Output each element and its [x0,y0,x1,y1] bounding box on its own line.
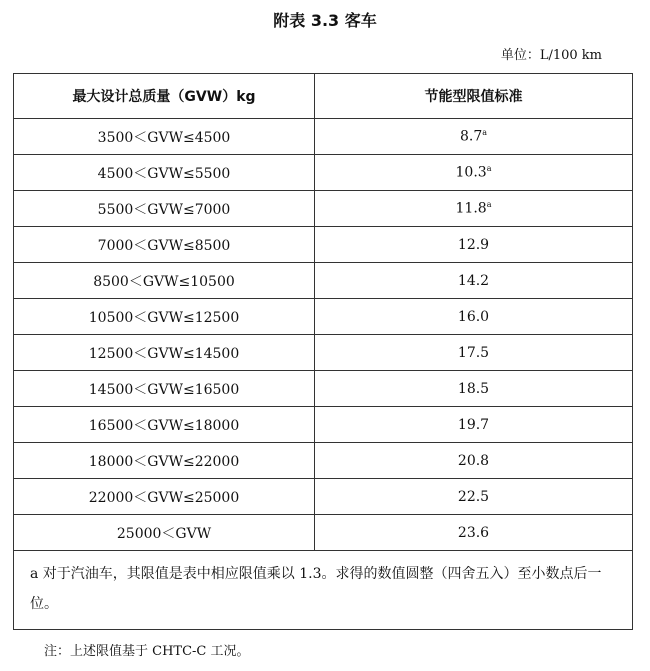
limit-value: 22.5 [457,488,490,505]
table-row [14,479,633,515]
unit-label: 单位：L/100 km [500,48,602,63]
limit-value: 16.0 [457,308,490,325]
gvw-range-cell: 10500＜GVW≤12500 [14,299,315,335]
footnote-marker: a [482,128,488,138]
limit-value: 17.5 [457,344,490,361]
gvw-range-cell: 7000＜GVW≤8500 [14,227,315,263]
limit-value: 10.3 [455,164,487,181]
limit-value-cell [315,335,633,371]
gvw-range-cell: 25000＜GVW [14,515,315,551]
limit-value-cell [315,191,633,227]
table-row [14,191,633,227]
table-row [14,263,633,299]
limit-value-cell [315,479,633,515]
header-limit: 节能型限值标准 [315,74,633,119]
limit-value: 8.7 [459,128,483,145]
table-row [14,155,633,191]
table-header-row [14,74,633,119]
limit-value-cell [315,299,633,335]
gvw-range-cell: 22000＜GVW≤25000 [14,479,315,515]
limit-value: 14.2 [457,272,490,289]
limit-value-cell [315,371,633,407]
table-row [14,227,633,263]
gvw-range-cell: 16500＜GVW≤18000 [14,407,315,443]
footnote-marker: a [486,164,492,174]
gvw-range-cell: 4500＜GVW≤5500 [14,155,315,191]
limit-value: 23.6 [457,524,490,541]
limit-value-cell [315,263,633,299]
gvw-range-cell: 18000＜GVW≤22000 [14,443,315,479]
footnote: 注：上述限值基于 CHTC-C 工况。 [44,644,250,659]
table-row [14,443,633,479]
table-row [14,119,633,155]
limit-value: 20.8 [457,452,490,469]
table-row [14,407,633,443]
gvw-range-cell: 14500＜GVW≤16500 [14,371,315,407]
limit-value-cell [315,119,633,155]
table-row [14,371,633,407]
table-title: 附表 3.3 客车 [273,11,377,30]
header-gvw: 最大设计总质量（GVW）kg [14,74,315,119]
limit-value-cell [315,515,633,551]
limit-value: 11.8 [455,200,487,217]
limit-value: 12.9 [457,236,490,253]
gvw-range-cell: 8500＜GVW≤10500 [14,263,315,299]
footnote-marker: a [486,200,492,210]
standards-table [13,73,633,630]
table-body [14,119,633,551]
gvw-range-cell: 12500＜GVW≤14500 [14,335,315,371]
limit-value: 19.7 [457,416,490,433]
gvw-range-cell: 5500＜GVW≤7000 [14,191,315,227]
table-row [14,335,633,371]
limit-value: 18.5 [457,380,490,397]
limit-value-cell [315,227,633,263]
limit-value-cell [315,443,633,479]
limit-value-cell [315,407,633,443]
limit-value-cell [315,155,633,191]
table-note-row [14,551,633,630]
table-note: a 对于汽油车，其限值是表中相应限值乘以 1.3。求得的数值圆整（四舍五入）至小数点后一位。 [14,551,633,630]
table-row [14,299,633,335]
gvw-range-cell: 3500＜GVW≤4500 [14,119,315,155]
table-row [14,515,633,551]
